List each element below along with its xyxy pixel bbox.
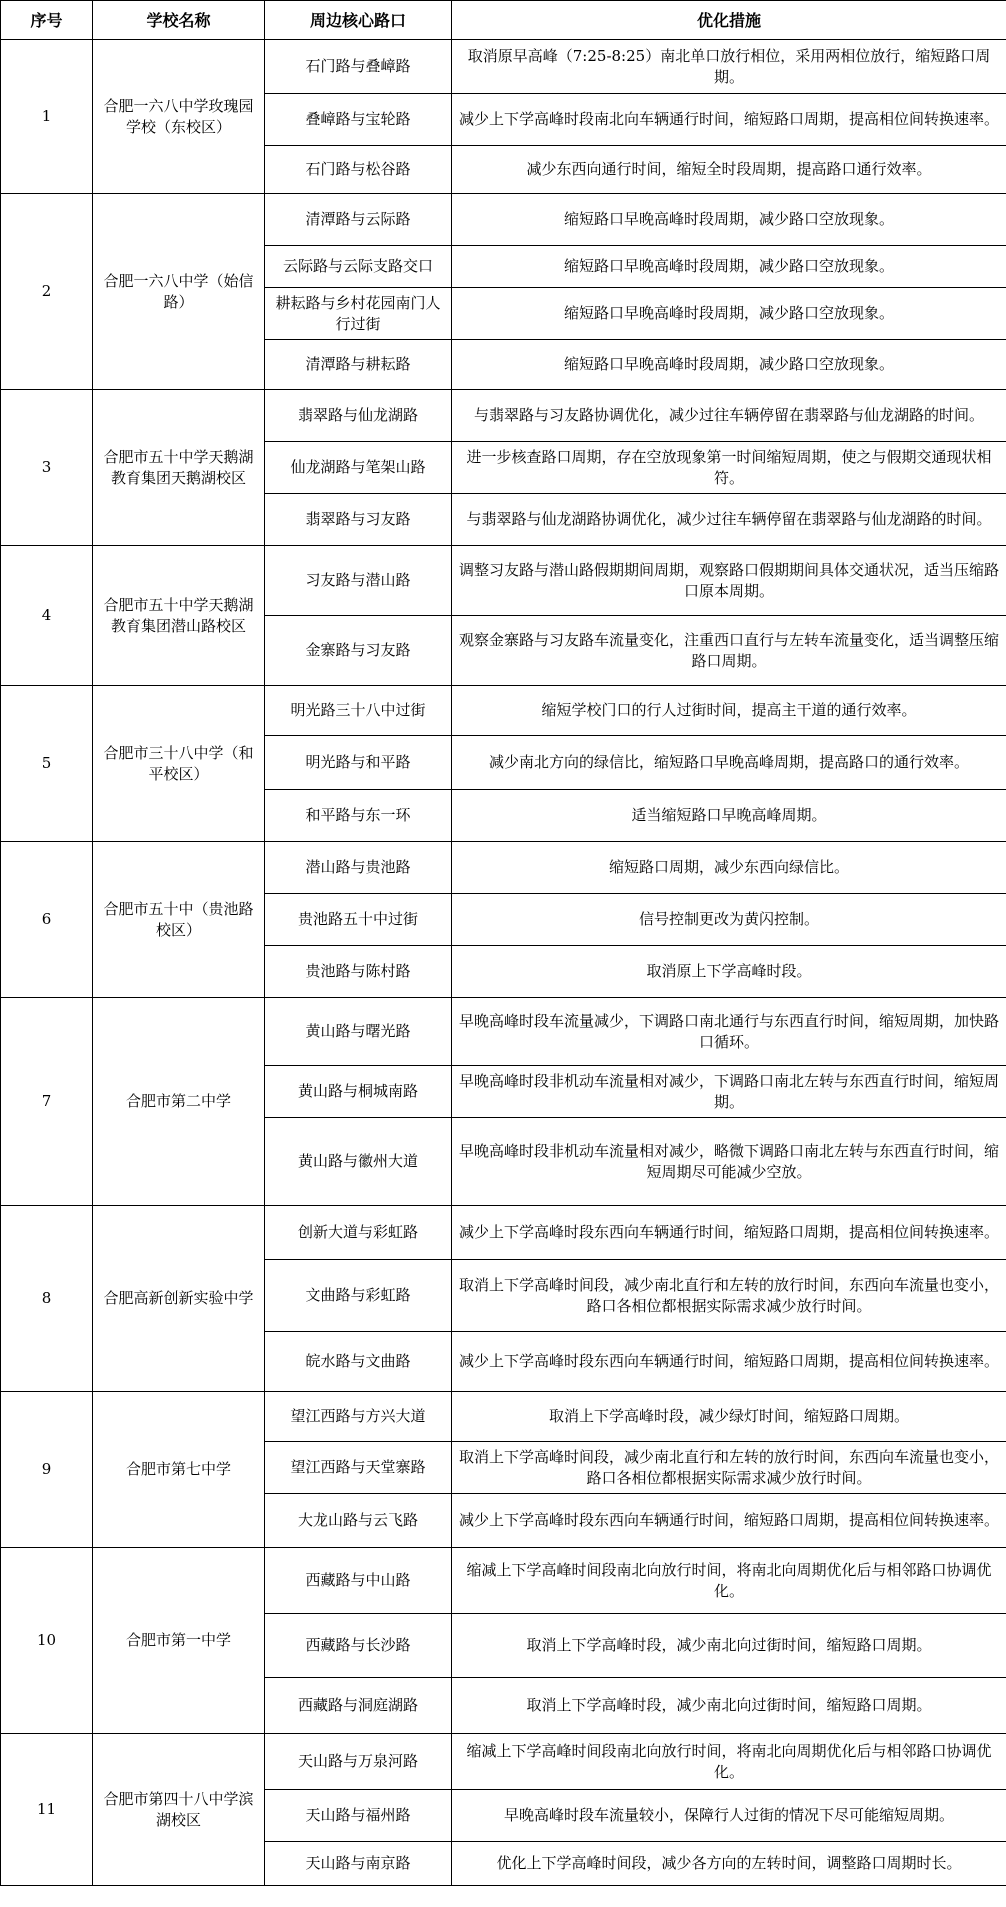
intersection-name: 黄山路与曙光路 [265, 998, 452, 1066]
intersection-name: 望江西路与方兴大道 [265, 1392, 452, 1442]
optimization-measure: 信号控制更改为黄闪控制。 [452, 894, 1006, 946]
school-name: 合肥市三十八中学（和平校区） [93, 686, 265, 842]
row-number: 8 [1, 1206, 93, 1392]
intersection-name: 石门路与松谷路 [265, 146, 452, 194]
intersection-name: 明光路三十八中过街 [265, 686, 452, 736]
optimization-measure: 减少上下学高峰时段南北向车辆通行时间，缩短路口周期，提高相位间转换速率。 [452, 94, 1006, 146]
intersection-name: 望江西路与天堂寨路 [265, 1442, 452, 1494]
school-name: 合肥一六八中学（始信路） [93, 194, 265, 390]
optimization-measure: 缩减上下学高峰时间段南北向放行时间，将南北向周期优化后与相邻路口协调优化。 [452, 1734, 1006, 1790]
optimization-measure: 与翡翠路与习友路协调优化，减少过往车辆停留在翡翠路与仙龙湖路的时间。 [452, 390, 1006, 442]
row-number: 9 [1, 1392, 93, 1548]
intersection-name: 西藏路与中山路 [265, 1548, 452, 1614]
intersection-name: 黄山路与桐城南路 [265, 1066, 452, 1118]
school-name: 合肥市第七中学 [93, 1392, 265, 1548]
intersection-name: 金寨路与习友路 [265, 616, 452, 686]
optimization-measure: 取消上下学高峰时段，减少南北向过街时间，缩短路口周期。 [452, 1678, 1006, 1734]
optimization-measure: 观察金寨路与习友路车流量变化，注重西口直行与左转车流量变化，适当调整压缩路口周期。 [452, 616, 1006, 686]
intersection-name: 大龙山路与云飞路 [265, 1494, 452, 1548]
intersection-name: 叠嶂路与宝轮路 [265, 94, 452, 146]
intersection-name: 天山路与万泉河路 [265, 1734, 452, 1790]
row-number: 5 [1, 686, 93, 842]
optimization-measure: 优化上下学高峰时间段，减少各方向的左转时间，调整路口周期时长。 [452, 1842, 1006, 1886]
row-number: 1 [1, 40, 93, 194]
header-row [1, 1, 1006, 40]
optimization-measure: 适当缩短路口早晚高峰周期。 [452, 790, 1006, 842]
intersection-name: 贵池路与陈村路 [265, 946, 452, 998]
row-number: 3 [1, 390, 93, 546]
optimization-measure: 取消原早高峰（7:25-8:25）南北单口放行相位，采用两相位放行，缩短路口周期。 [452, 40, 1006, 94]
intersection-name: 皖水路与文曲路 [265, 1332, 452, 1392]
table-row [1, 842, 1006, 894]
optimization-measure: 取消上下学高峰时间段，减少南北直行和左转的放行时间，东西向车流量也变小，路口各相位都根据实际需求减少放行时间。 [452, 1260, 1006, 1332]
optimization-measure: 早晚高峰时段非机动车流量相对减少，下调路口南北左转与东西直行时间，缩短周期。 [452, 1066, 1006, 1118]
intersection-name: 天山路与福州路 [265, 1790, 452, 1842]
optimization-measure: 缩减上下学高峰时间段南北向放行时间，将南北向周期优化后与相邻路口协调优化。 [452, 1548, 1006, 1614]
header-school: 学校名称 [93, 1, 265, 40]
optimization-measure: 减少上下学高峰时段东西向车辆通行时间，缩短路口周期，提高相位间转换速率。 [452, 1332, 1006, 1392]
school-name: 合肥市五十中学天鹅湖教育集团潜山路校区 [93, 546, 265, 686]
optimization-measure: 早晚高峰时段非机动车流量相对减少，略微下调路口南北左转与东西直行时间，缩短周期尽可能减少空放。 [452, 1118, 1006, 1206]
intersection-name: 清潭路与云际路 [265, 194, 452, 246]
intersection-name: 文曲路与彩虹路 [265, 1260, 452, 1332]
intersection-name: 翡翠路与习友路 [265, 494, 452, 546]
school-name: 合肥高新创新实验中学 [93, 1206, 265, 1392]
optimization-measure: 早晚高峰时段车流量减少，下调路口南北通行与东西直行时间，缩短周期，加快路口循环。 [452, 998, 1006, 1066]
optimization-measure: 取消原上下学高峰时段。 [452, 946, 1006, 998]
optimization-measure: 减少上下学高峰时段东西向车辆通行时间，缩短路口周期，提高相位间转换速率。 [452, 1206, 1006, 1260]
table-row [1, 1392, 1006, 1442]
school-name: 合肥市第二中学 [93, 998, 265, 1206]
school-name: 合肥市五十中（贵池路校区） [93, 842, 265, 998]
header-road: 周边核心路口 [265, 1, 452, 40]
optimization-measure: 减少上下学高峰时段东西向车辆通行时间，缩短路口周期，提高相位间转换速率。 [452, 1494, 1006, 1548]
header-measure: 优化措施 [452, 1, 1006, 40]
intersection-name: 和平路与东一环 [265, 790, 452, 842]
optimization-measure: 调整习友路与潜山路假期期间周期，观察路口假期期间具体交通状况，适当压缩路口原本周期。 [452, 546, 1006, 616]
intersection-name: 清潭路与耕耘路 [265, 340, 452, 390]
row-number: 2 [1, 194, 93, 390]
intersection-name: 仙龙湖路与笔架山路 [265, 442, 452, 494]
intersection-name: 耕耘路与乡村花园南门人行过街 [265, 288, 452, 340]
optimization-measure: 取消上下学高峰时间段，减少南北直行和左转的放行时间，东西向车流量也变小，路口各相位都根据实际需求减少放行时间。 [452, 1442, 1006, 1494]
intersection-name: 黄山路与徽州大道 [265, 1118, 452, 1206]
table-row [1, 390, 1006, 442]
table-row [1, 40, 1006, 94]
school-name: 合肥市五十中学天鹅湖教育集团天鹅湖校区 [93, 390, 265, 546]
optimization-measure: 缩短路口周期，减少东西向绿信比。 [452, 842, 1006, 894]
intersection-name: 明光路与和平路 [265, 736, 452, 790]
intersection-name: 习友路与潜山路 [265, 546, 452, 616]
optimization-measure: 缩短路口早晚高峰时段周期，减少路口空放现象。 [452, 288, 1006, 340]
table-row [1, 686, 1006, 736]
header-no: 序号 [1, 1, 93, 40]
optimization-measure: 早晚高峰时段车流量较小，保障行人过街的情况下尽可能缩短周期。 [452, 1790, 1006, 1842]
optimization-measure: 取消上下学高峰时段，减少南北向过街时间，缩短路口周期。 [452, 1614, 1006, 1678]
optimization-measure: 取消上下学高峰时段，减少绿灯时间，缩短路口周期。 [452, 1392, 1006, 1442]
optimization-measure: 缩短路口早晚高峰时段周期，减少路口空放现象。 [452, 194, 1006, 246]
school-name: 合肥一六八中学玫瑰园学校（东校区） [93, 40, 265, 194]
intersection-name: 西藏路与洞庭湖路 [265, 1678, 452, 1734]
optimization-measure: 减少南北方向的绿信比，缩短路口早晚高峰周期，提高路口的通行效率。 [452, 736, 1006, 790]
row-number: 6 [1, 842, 93, 998]
intersection-name: 石门路与叠嶂路 [265, 40, 452, 94]
optimization-measure: 与翡翠路与仙龙湖路协调优化，减少过往车辆停留在翡翠路与仙龙湖路的时间。 [452, 494, 1006, 546]
row-number: 7 [1, 998, 93, 1206]
table-row [1, 194, 1006, 246]
optimization-measure: 进一步核查路口周期，存在空放现象第一时间缩短周期，使之与假期交通现状相符。 [452, 442, 1006, 494]
optimization-measure: 减少东西向通行时间，缩短全时段周期，提高路口通行效率。 [452, 146, 1006, 194]
row-number: 10 [1, 1548, 93, 1734]
table-row [1, 546, 1006, 616]
intersection-name: 西藏路与长沙路 [265, 1614, 452, 1678]
intersection-name: 创新大道与彩虹路 [265, 1206, 452, 1260]
optimization-measure: 缩短路口早晚高峰时段周期，减少路口空放现象。 [452, 246, 1006, 288]
intersection-name: 贵池路五十中过街 [265, 894, 452, 946]
optimization-measure: 缩短学校门口的行人过街时间，提高主干道的通行效率。 [452, 686, 1006, 736]
row-number: 4 [1, 546, 93, 686]
school-name: 合肥市第四十八中学滨湖校区 [93, 1734, 265, 1886]
optimization-measure: 缩短路口早晚高峰时段周期，减少路口空放现象。 [452, 340, 1006, 390]
intersection-name: 天山路与南京路 [265, 1842, 452, 1886]
intersection-name: 潜山路与贵池路 [265, 842, 452, 894]
intersection-name: 翡翠路与仙龙湖路 [265, 390, 452, 442]
school-name: 合肥市第一中学 [93, 1548, 265, 1734]
intersection-name: 云际路与云际支路交口 [265, 246, 452, 288]
table-row [1, 998, 1006, 1066]
table-row [1, 1548, 1006, 1614]
table-row [1, 1206, 1006, 1260]
row-number: 11 [1, 1734, 93, 1886]
table-row [1, 1734, 1006, 1790]
